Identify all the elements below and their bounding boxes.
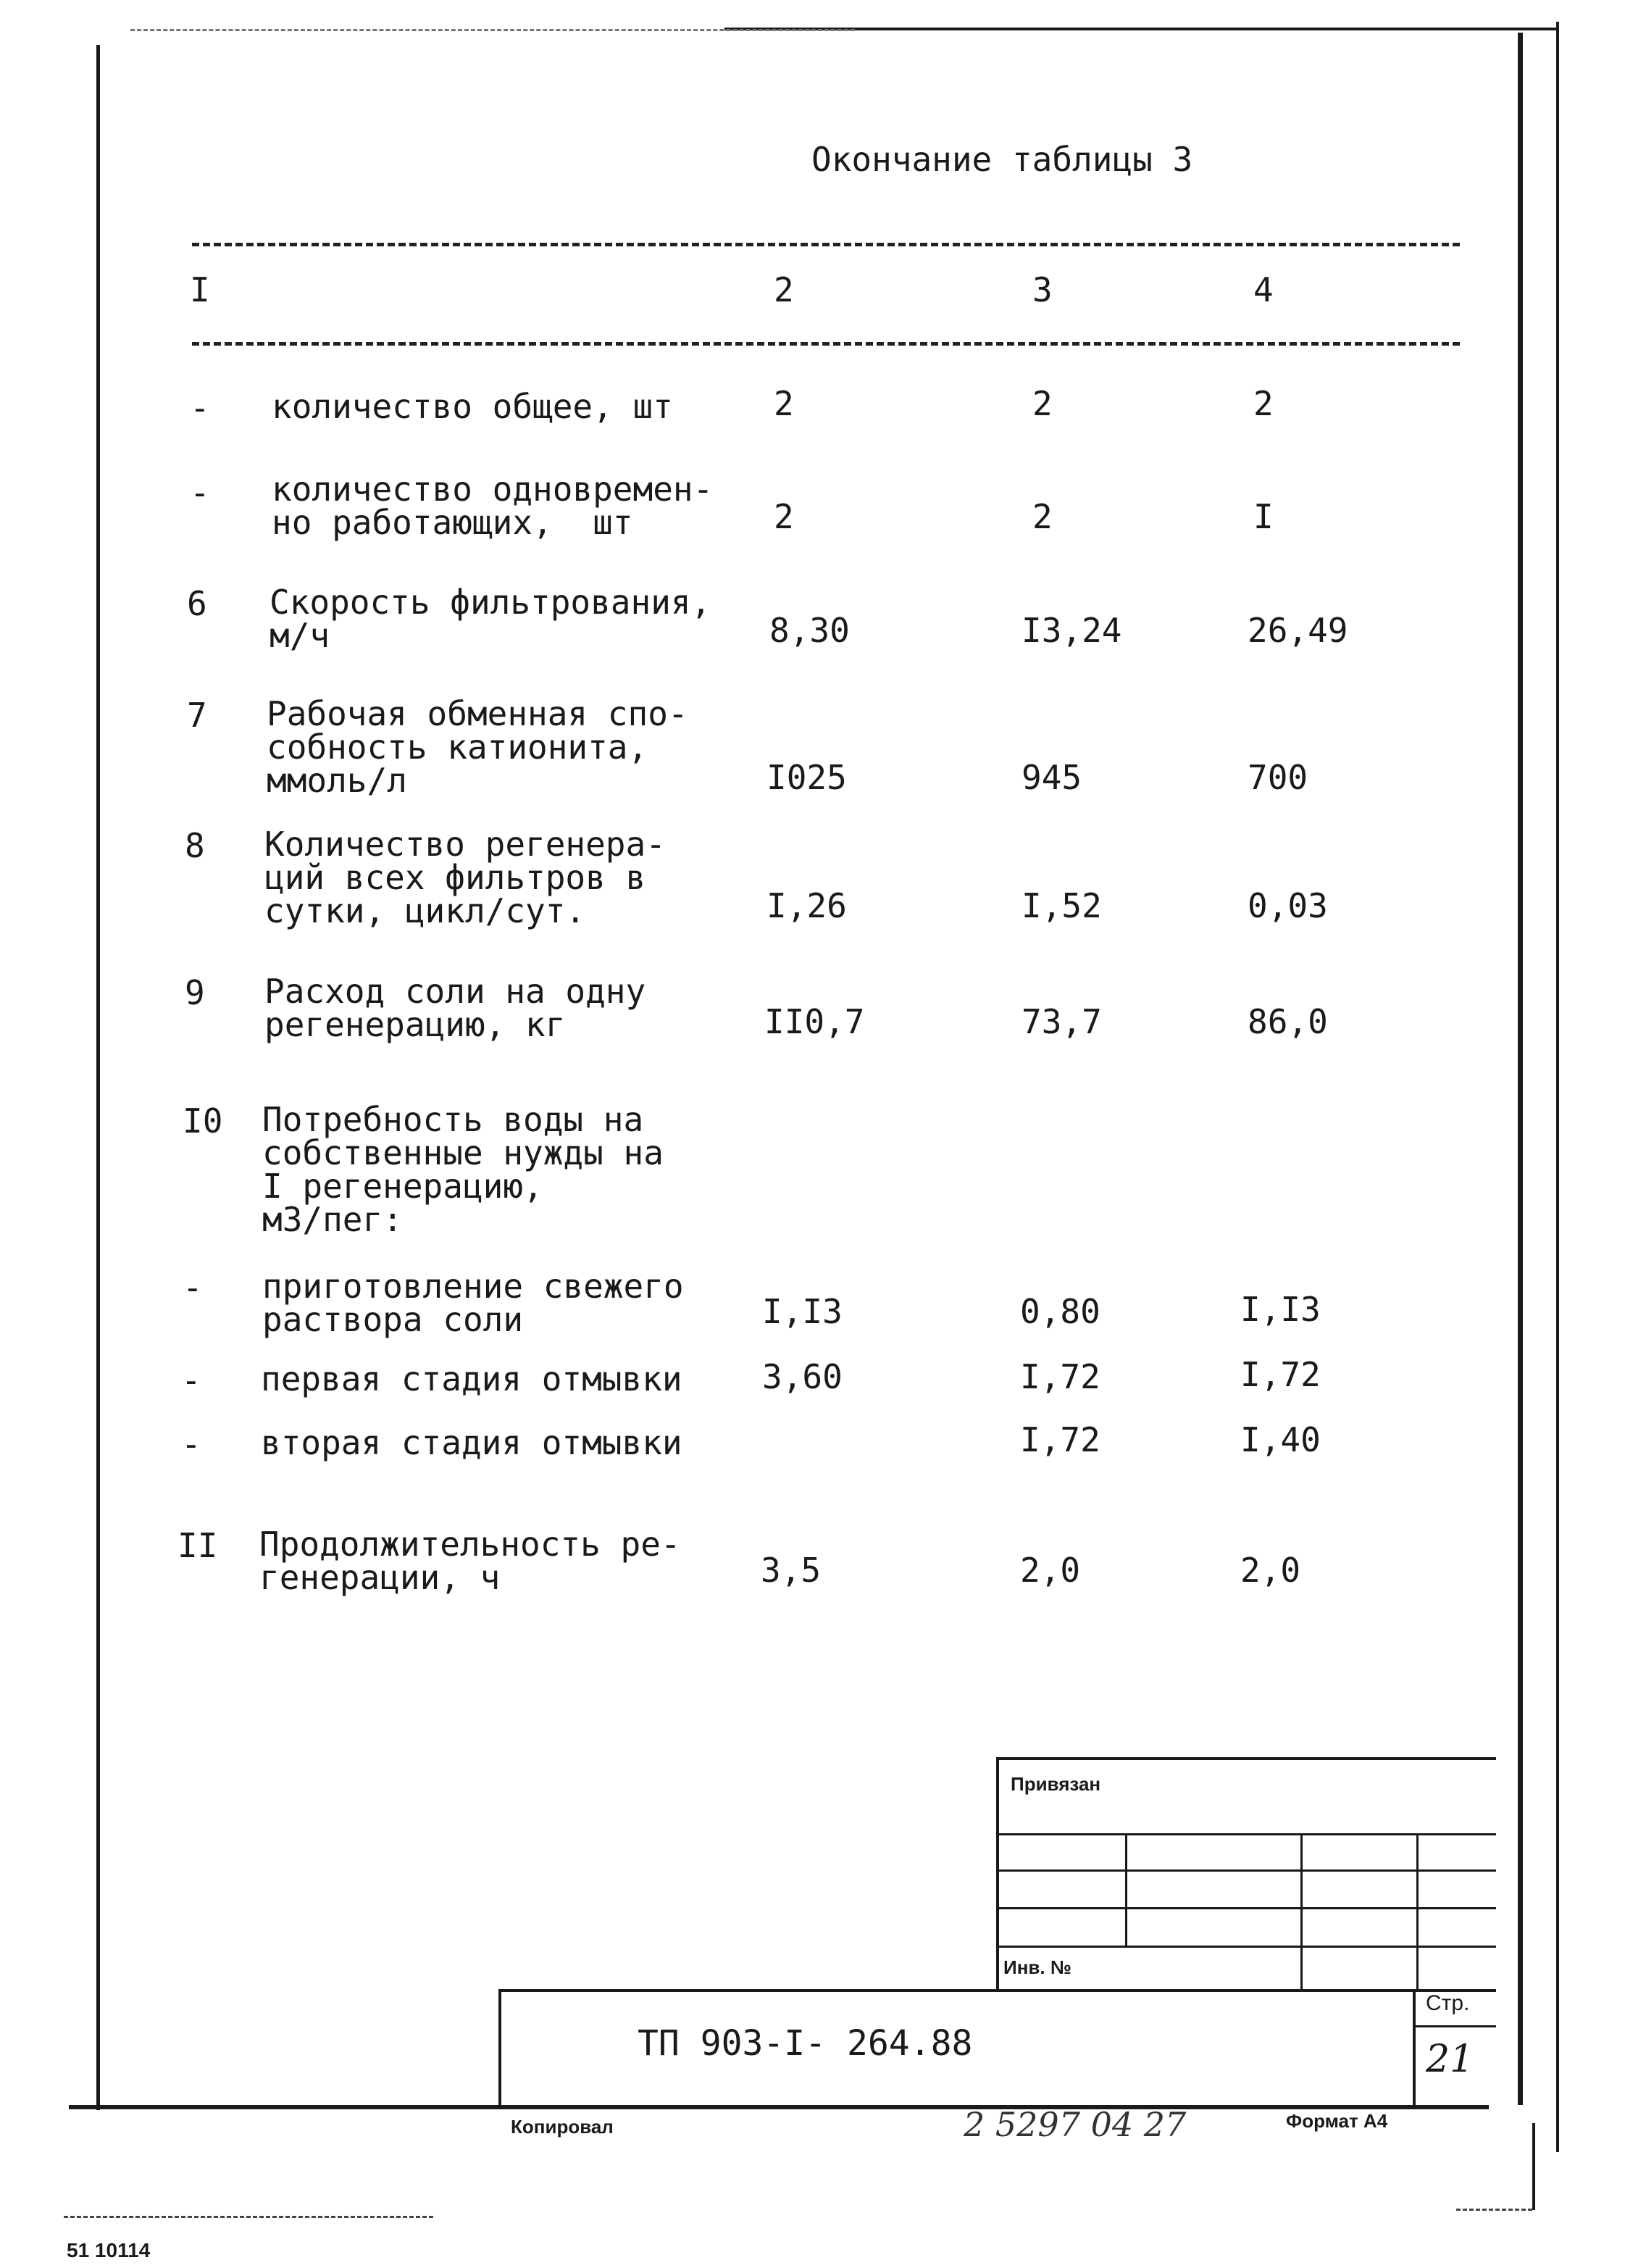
row-description: Количество регенера- ций всех фильтров в сутки, цикл/сут. xyxy=(264,825,666,930)
row-value-col3: I,52 xyxy=(1022,886,1102,925)
frame-bottom-border xyxy=(69,2105,1489,2109)
row-value-col3: 945 xyxy=(1022,758,1082,797)
stamp-upper-left xyxy=(996,1757,999,1989)
row-value-col4: I xyxy=(1253,497,1274,536)
stamp-grid-h1 xyxy=(996,1833,1496,1835)
row-value-col3: 2 xyxy=(1032,384,1053,423)
row-value-col4: 700 xyxy=(1248,758,1308,797)
row-number: - xyxy=(190,473,210,512)
stamp-upper-top xyxy=(996,1757,1496,1760)
stamp-grid-v2 xyxy=(1300,1833,1303,1989)
stamp-main-top xyxy=(500,1989,1496,1992)
row-value-col4: 0,03 xyxy=(1248,886,1328,925)
row-number: 7 xyxy=(187,696,207,735)
frame-left-border xyxy=(96,45,100,2110)
stamp-grid-h2 xyxy=(996,1869,1496,1872)
row-value-col2: 3,5 xyxy=(761,1551,822,1590)
row-value-col3: I,72 xyxy=(1020,1420,1100,1459)
frame-right-border xyxy=(1518,33,1523,2105)
row-number: 8 xyxy=(185,826,205,865)
stamp-main-left xyxy=(498,1989,501,2109)
row-value-col2: 2 xyxy=(774,384,794,423)
row-value-col3: 0,80 xyxy=(1020,1292,1100,1331)
row-number: - xyxy=(181,1361,201,1400)
frame-outer-right-line xyxy=(1556,22,1559,2152)
header-bottom-rule xyxy=(192,342,1460,346)
stamp-page-cell-divider xyxy=(1413,2025,1496,2027)
row-number: I0 xyxy=(183,1101,223,1141)
row-value-col2: 2 xyxy=(774,497,794,536)
row-value-col4: 26,49 xyxy=(1248,611,1348,650)
header-col-4: 4 xyxy=(1253,270,1274,309)
header-col-1: I xyxy=(190,270,210,309)
stamp-grid-v3 xyxy=(1416,1833,1419,1989)
row-value-col3: I3,24 xyxy=(1022,611,1122,650)
stamp-grid-h4 xyxy=(996,1946,1496,1948)
row-value-col3: 2,0 xyxy=(1020,1551,1081,1590)
footer-print-code: 51 10114 xyxy=(67,2239,151,2261)
row-number: 6 xyxy=(187,584,207,623)
row-description: вторая стадия отмывки xyxy=(261,1423,682,1462)
row-number: - xyxy=(181,1425,201,1464)
row-value-col4: I,72 xyxy=(1240,1355,1321,1394)
row-value-col4: 2 xyxy=(1253,384,1274,423)
stamp-grid-h3 xyxy=(996,1907,1496,1909)
stamp-page-cell-left xyxy=(1413,1989,1416,2109)
row-value-col2: I025 xyxy=(766,758,847,797)
row-description: первая стадия отмывки xyxy=(261,1359,682,1398)
header-col-3: 3 xyxy=(1032,270,1053,309)
row-value-col2: I,26 xyxy=(766,886,847,925)
row-number: II xyxy=(177,1526,218,1565)
stamp-privyazan-label: Привязан xyxy=(1011,1773,1101,1795)
row-description: приготовление свежего раствора соли xyxy=(262,1267,684,1339)
footer-order-number: 2 5297 04 27 xyxy=(964,2105,1187,2144)
stamp-grid-v1 xyxy=(1125,1833,1127,1946)
stamp-document-code: ТП 903-I- 264.88 xyxy=(638,2023,973,2064)
frame-outer-right-line-2 xyxy=(1532,2123,1535,2210)
row-description: Потребность воды на собственные нужды на I регенерацию, м3/пег: xyxy=(262,1100,664,1239)
footer-format-label: Формат А4 xyxy=(1286,2110,1388,2132)
row-value-col3: 73,7 xyxy=(1022,1002,1102,1041)
row-description: Скорость фильтрования, м/ч xyxy=(270,583,711,655)
stamp-inv-no-label: Инв. № xyxy=(1003,1956,1072,1978)
row-value-col2: 3,60 xyxy=(762,1357,843,1396)
stamp-page-label: Стр. xyxy=(1426,1991,1470,2015)
footer-copied-label: Копировал xyxy=(511,2116,614,2138)
row-value-col2: I,I3 xyxy=(762,1292,843,1331)
table-title: Окончание таблицы 3 xyxy=(811,140,1193,179)
row-number: - xyxy=(183,1268,203,1307)
row-value-col3: I,72 xyxy=(1020,1357,1100,1396)
row-value-col4: I,40 xyxy=(1240,1420,1321,1459)
row-description: количество общее, шт xyxy=(272,387,673,426)
row-description: Расход соли на одну регенерацию, кг xyxy=(264,972,646,1044)
row-number: 9 xyxy=(185,973,205,1012)
header-col-2: 2 xyxy=(774,270,794,309)
scan-noise-top xyxy=(130,29,855,31)
row-number: - xyxy=(190,388,210,428)
stamp-page-number: 21 xyxy=(1426,2038,1474,2081)
row-value-col2: 8,30 xyxy=(769,611,850,650)
row-description: Продолжительность ре- генерации, ч xyxy=(259,1525,681,1597)
row-value-col3: 2 xyxy=(1032,497,1053,536)
row-description: Рабочая обменная спо- собность катионита, ммоль/л xyxy=(267,694,688,800)
row-description: количество одновремен- но работающих, шт xyxy=(272,470,714,542)
row-value-col2: II0,7 xyxy=(764,1002,865,1041)
row-value-col4: I,I3 xyxy=(1240,1290,1321,1329)
header-top-rule xyxy=(192,243,1460,246)
row-value-col4: 2,0 xyxy=(1240,1551,1301,1590)
row-value-col4: 86,0 xyxy=(1248,1002,1328,1041)
footer-rule xyxy=(64,2216,433,2218)
footer-right-rule xyxy=(1456,2209,1532,2211)
